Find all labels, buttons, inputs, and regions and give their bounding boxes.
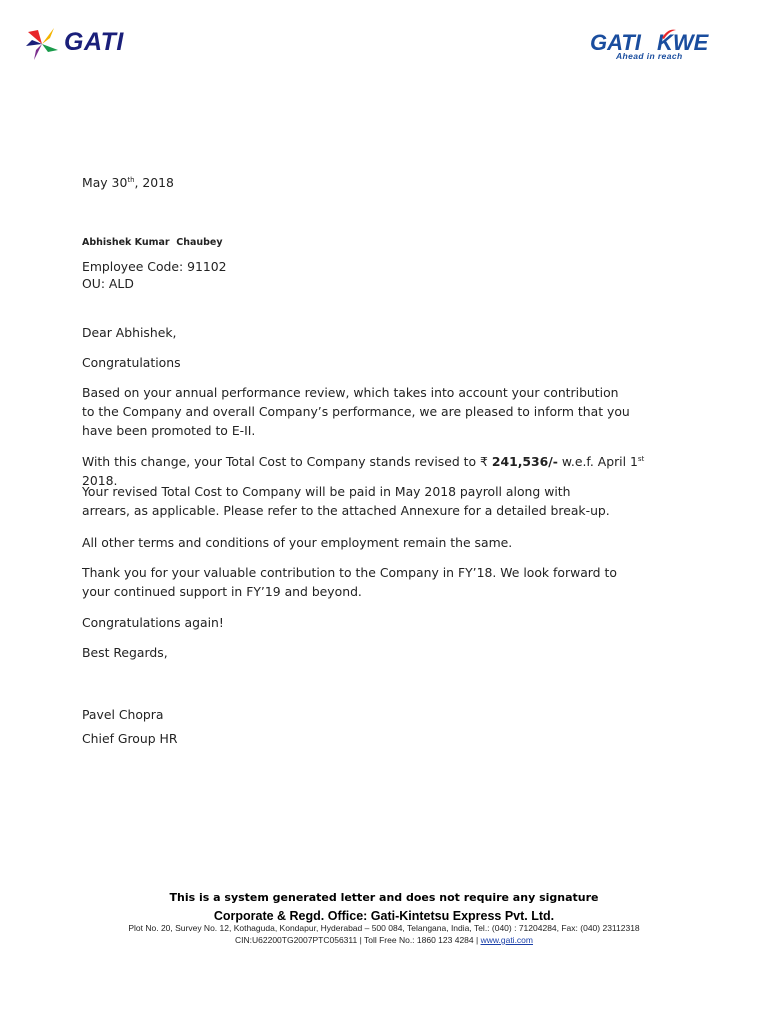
system-generated-notice: This is a system generated letter and does not require any signature bbox=[169, 891, 599, 904]
congratulations-again: Congratulations again! bbox=[82, 615, 224, 630]
recipient-name: Abhishek Kumar Chaubey bbox=[82, 237, 223, 248]
gati-wordmark: GATI bbox=[64, 28, 124, 56]
paragraph-ctc-revision: With this change, your Total Cost to Company stands revised to ₹ 241,536/- w.e.f. April 1st 2018. bbox=[82, 454, 645, 488]
employee-code: Employee Code: 91102 bbox=[82, 259, 227, 274]
gati-kwe-logo bbox=[590, 28, 730, 62]
salutation: Dear Abhishek, bbox=[82, 325, 177, 340]
paragraph-terms: All other terms and conditions of your employment remain the same. bbox=[82, 535, 513, 550]
website-link[interactable]: www.gati.com bbox=[480, 935, 533, 945]
kwe-logo-kwe-text: KWE bbox=[657, 30, 709, 55]
kwe-tagline: Ahead in reach bbox=[616, 51, 683, 61]
registered-office: Corporate & Regd. Office: Gati-Kintetsu Express Pvt. Ltd. bbox=[213, 909, 555, 923]
paragraph-thanks: Thank you for your valuable contribution to the Company in FY’18. We look forward to your continued support in FY’19 and beyond. bbox=[82, 565, 617, 599]
gati-logo bbox=[24, 24, 144, 64]
kwe-swoosh-icon bbox=[662, 28, 676, 40]
cin-tollfree: CIN:U62200TG2007PTC056311 | Toll Free No.: 1860 123 4284 | www.gati.com bbox=[235, 935, 533, 945]
congratulations-line: Congratulations bbox=[82, 355, 181, 370]
ctc-amount: 241,536/- bbox=[491, 454, 558, 469]
letter-date: May 30th, 2018 bbox=[82, 175, 174, 190]
paragraph-promotion: Based on your annual performance review, which takes into account your contribution to the Company and overall Company’s performance, we are pleased to inform that you have been promoted to E-II. bbox=[82, 385, 630, 438]
paragraph-payroll: Your revised Total Cost to Company will be paid in May 2018 payroll along with arrears, as applicable. Please refer to the attached Annexure for a detailed break-up. bbox=[82, 484, 610, 518]
signatory-title: Chief Group HR bbox=[82, 731, 178, 746]
signatory-name: Pavel Chopra bbox=[82, 707, 164, 722]
closing: Best Regards, bbox=[82, 645, 168, 660]
office-address: Plot No. 20, Survey No. 12, Kothaguda, Kondapur, Hyderabad – 500 084, Telangana, India, Tel.: (040) : 71204284, Fax: (040) 23112318 bbox=[128, 923, 640, 933]
gati-pinwheel-icon bbox=[24, 24, 64, 64]
org-unit: OU: ALD bbox=[82, 276, 134, 291]
kwe-logo-gati-text: GATI bbox=[590, 30, 641, 55]
